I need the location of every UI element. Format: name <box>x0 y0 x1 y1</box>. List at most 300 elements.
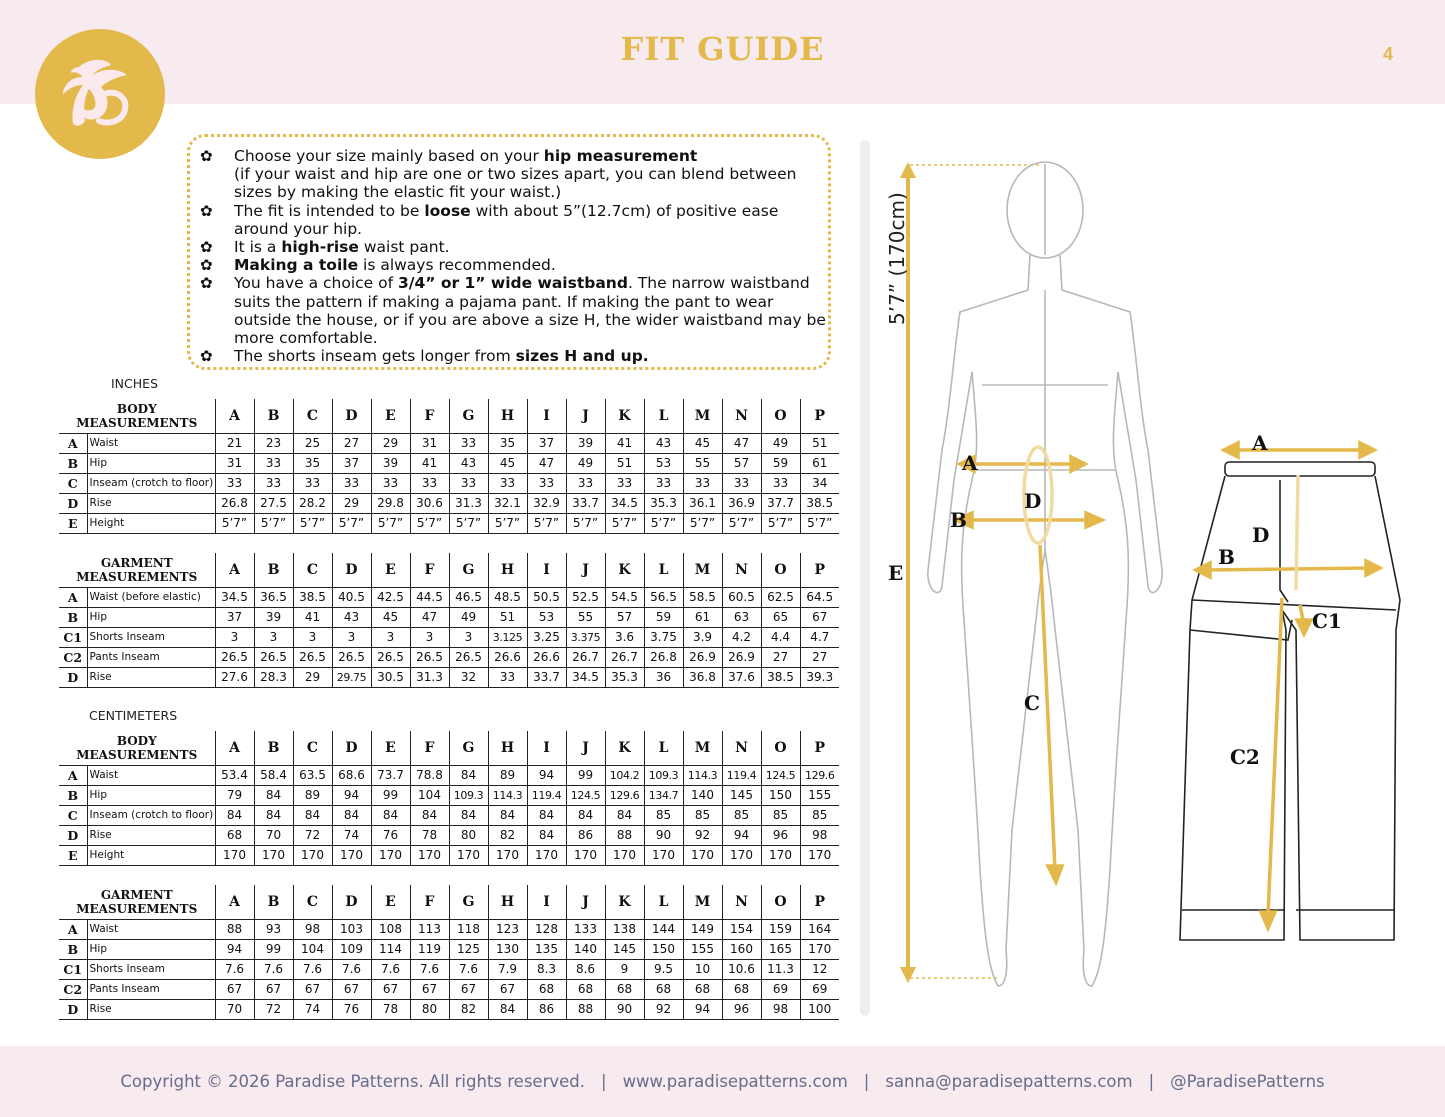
measurement-value: 150 <box>644 939 683 959</box>
copyright-text: Copyright © 2026 Paradise Patterns. All rights reserved. <box>120 1072 585 1091</box>
size-header: B <box>254 731 293 765</box>
flower-icon: ✿ <box>200 274 213 293</box>
measurement-value: 3 <box>410 627 449 647</box>
email-link[interactable]: sanna@paradisepatterns.com <box>885 1072 1133 1091</box>
measurement-value: 31.3 <box>410 667 449 687</box>
measurement-value: 68 <box>722 979 761 999</box>
measurement-value: 119 <box>410 939 449 959</box>
footer-separator: | <box>863 1072 870 1091</box>
inches-section-label: INCHES <box>111 376 158 391</box>
measurement-code: B <box>59 785 87 805</box>
measurement-value: 9.5 <box>644 959 683 979</box>
measurement-value: 26.5 <box>332 647 371 667</box>
measurement-value: 96 <box>761 825 800 845</box>
measurement-value: 7.6 <box>449 959 488 979</box>
label-pant-c1: C1 <box>1312 609 1342 633</box>
size-header: D <box>332 553 371 587</box>
measurement-value: 88 <box>605 825 644 845</box>
measurement-value: 170 <box>566 845 605 865</box>
size-header: P <box>800 399 839 433</box>
measurement-value: 78.8 <box>410 765 449 785</box>
measurement-value: 31.3 <box>449 493 488 513</box>
measurement-value: 85 <box>722 805 761 825</box>
measurement-label: Rise <box>87 999 215 1019</box>
measurement-value: 59 <box>644 607 683 627</box>
note-text: The fit is intended to be <box>234 201 425 220</box>
size-header: N <box>722 731 761 765</box>
measurement-value: 94 <box>683 999 722 1019</box>
table-title: GARMENT MEASUREMENTS <box>59 553 215 587</box>
size-header: J <box>566 399 605 433</box>
size-header: A <box>215 399 254 433</box>
table-row <box>59 919 839 939</box>
measurement-value: 42.5 <box>371 587 410 607</box>
measurement-label: Shorts Inseam <box>87 627 215 647</box>
measurement-label: Hip <box>87 607 215 627</box>
measurement-value: 8.6 <box>566 959 605 979</box>
measurement-value: 85 <box>761 805 800 825</box>
measurement-value: 140 <box>683 785 722 805</box>
measurement-label: Waist <box>87 433 215 453</box>
measurement-value: 84 <box>527 825 566 845</box>
note-emphasis: hip measurement <box>543 147 698 165</box>
footer-separator: | <box>601 1072 607 1091</box>
note-emphasis: sizes H and up. <box>515 347 649 366</box>
website-link[interactable]: www.paradisepatterns.com <box>622 1072 848 1091</box>
table-title: BODY MEASUREMENTS <box>59 399 215 433</box>
size-header: F <box>410 399 449 433</box>
measurement-value: 30.6 <box>410 493 449 513</box>
measurement-value: 78 <box>410 825 449 845</box>
size-header: L <box>644 731 683 765</box>
measurement-value: 26.5 <box>254 647 293 667</box>
measurement-value: 84 <box>488 805 527 825</box>
measurement-value: 3.25 <box>527 627 566 647</box>
measurement-value: 29 <box>371 433 410 453</box>
size-header: J <box>566 553 605 587</box>
measurement-value: 5’7” <box>371 513 410 533</box>
measurement-value: 170 <box>683 845 722 865</box>
measurement-value: 104 <box>293 939 332 959</box>
measurement-value: 33 <box>254 473 293 493</box>
measurement-value: 130 <box>488 939 527 959</box>
height-label: 5’7” (170cm) <box>885 192 909 325</box>
measurement-value: 170 <box>644 845 683 865</box>
measurement-value: 5’7” <box>410 513 449 533</box>
measurement-value: 114.3 <box>488 785 527 805</box>
measurement-code: B <box>59 939 87 959</box>
size-header: A <box>215 553 254 587</box>
measurement-code: B <box>59 453 87 473</box>
measurement-value: 39.3 <box>800 667 839 687</box>
measurement-value: 170 <box>761 845 800 865</box>
measurement-label: Shorts Inseam <box>87 959 215 979</box>
size-header: G <box>449 399 488 433</box>
measurement-label: Height <box>87 845 215 865</box>
fit-note-item <box>200 347 830 365</box>
measurement-value: 76 <box>371 825 410 845</box>
size-header: I <box>527 553 566 587</box>
measurement-value: 33 <box>371 473 410 493</box>
measurement-value: 170 <box>449 845 488 865</box>
measurement-value: 32.1 <box>488 493 527 513</box>
fit-note-item <box>200 274 830 347</box>
measurement-value: 125 <box>449 939 488 959</box>
measurement-value: 28.2 <box>293 493 332 513</box>
flower-icon: ✿ <box>200 256 213 275</box>
size-header: H <box>488 885 527 919</box>
size-header: N <box>722 885 761 919</box>
measurement-value: 26.8 <box>644 647 683 667</box>
measurement-value: 5’7” <box>332 513 371 533</box>
table-row <box>59 825 839 845</box>
label-body-c: C <box>1024 691 1040 715</box>
measurement-value: 38.5 <box>761 667 800 687</box>
measurement-value: 84 <box>332 805 371 825</box>
measurement-value: 4.7 <box>800 627 839 647</box>
size-header: C <box>293 553 332 587</box>
size-header: B <box>254 399 293 433</box>
measurement-value: 44.5 <box>410 587 449 607</box>
measurement-value: 84 <box>254 805 293 825</box>
size-header: P <box>800 731 839 765</box>
table-row <box>59 587 839 607</box>
measurement-value: 51 <box>488 607 527 627</box>
measurement-value: 38.5 <box>800 493 839 513</box>
measurement-value: 5’7” <box>254 513 293 533</box>
measurement-value: 154 <box>722 919 761 939</box>
size-header: L <box>644 399 683 433</box>
measurement-value: 7.6 <box>254 959 293 979</box>
measurement-value: 33 <box>449 433 488 453</box>
measurement-diagram <box>880 150 1420 1005</box>
measurement-value: 88 <box>566 999 605 1019</box>
measurement-value: 31 <box>215 453 254 473</box>
measurement-value: 150 <box>761 785 800 805</box>
measurement-value: 34.5 <box>605 493 644 513</box>
fit-notes-list <box>200 147 830 365</box>
measurement-value: 37.6 <box>722 667 761 687</box>
note-text: The shorts inseam gets longer from <box>234 347 516 366</box>
measurement-value: 37.7 <box>761 493 800 513</box>
measurement-code: C1 <box>59 959 87 979</box>
size-header: I <box>527 731 566 765</box>
measurement-value: 170 <box>488 845 527 865</box>
size-header: A <box>215 885 254 919</box>
measurement-value: 29 <box>293 667 332 687</box>
measurement-value: 45 <box>371 607 410 627</box>
social-handle[interactable]: @ParadisePatterns <box>1170 1072 1325 1091</box>
note-text: It is a <box>234 238 282 257</box>
size-header: P <box>800 885 839 919</box>
measurement-value: 5’7” <box>722 513 761 533</box>
measurement-value: 74 <box>332 825 371 845</box>
measurement-value: 129.6 <box>605 785 644 805</box>
measurement-value: 135 <box>527 939 566 959</box>
measurement-value: 62.5 <box>761 587 800 607</box>
measurement-value: 5’7” <box>683 513 722 533</box>
body-figure <box>928 162 1162 986</box>
table-row <box>59 667 839 687</box>
measurement-value: 33 <box>644 473 683 493</box>
measurement-value: 89 <box>293 785 332 805</box>
measurement-value: 68.6 <box>332 765 371 785</box>
measurement-value: 3.6 <box>605 627 644 647</box>
measurement-value: 84 <box>215 805 254 825</box>
measurement-value: 11.3 <box>761 959 800 979</box>
measurement-value: 3 <box>371 627 410 647</box>
note-text: waist pant. <box>358 238 450 257</box>
measurement-label: Inseam (crotch to floor) <box>87 805 215 825</box>
measurement-value: 3 <box>254 627 293 647</box>
size-header: L <box>644 885 683 919</box>
table-row <box>59 473 839 493</box>
measurement-value: 47 <box>722 433 761 453</box>
measurement-value: 21 <box>215 433 254 453</box>
inches-garment-measurements-table <box>59 553 839 688</box>
measurement-label: Hip <box>87 785 215 805</box>
measurement-value: 5’7” <box>800 513 839 533</box>
measurement-value: 99 <box>566 765 605 785</box>
measurement-value: 52.5 <box>566 587 605 607</box>
measurement-value: 61 <box>683 607 722 627</box>
inches-body-measurements-table <box>59 399 839 534</box>
flower-icon: ✿ <box>200 201 213 220</box>
measurement-value: 159 <box>761 919 800 939</box>
measurement-value: 27 <box>332 433 371 453</box>
table-row <box>59 959 839 979</box>
measurement-label: Pants Inseam <box>87 979 215 999</box>
size-header: E <box>371 399 410 433</box>
measurement-value: 145 <box>722 785 761 805</box>
measurement-value: 26.7 <box>605 647 644 667</box>
size-header: O <box>761 885 800 919</box>
size-header: E <box>371 553 410 587</box>
size-header: I <box>527 399 566 433</box>
measurement-value: 79 <box>215 785 254 805</box>
measurement-value: 100 <box>800 999 839 1019</box>
measurement-value: 53 <box>527 607 566 627</box>
table-row <box>59 999 839 1019</box>
measurement-value: 27 <box>761 647 800 667</box>
table-row <box>59 493 839 513</box>
size-header: K <box>605 885 644 919</box>
measurement-value: 43 <box>332 607 371 627</box>
measurement-value: 5’7” <box>293 513 332 533</box>
measurement-value: 28.3 <box>254 667 293 687</box>
measurement-value: 109 <box>332 939 371 959</box>
measurement-code: E <box>59 513 87 533</box>
measurement-value: 73.7 <box>371 765 410 785</box>
measurement-value: 9 <box>605 959 644 979</box>
table-row <box>59 939 839 959</box>
measurement-value: 155 <box>800 785 839 805</box>
measurement-value: 33 <box>566 473 605 493</box>
measurement-value: 113 <box>410 919 449 939</box>
size-header: B <box>254 553 293 587</box>
measurement-code: C <box>59 805 87 825</box>
measurement-value: 67 <box>488 979 527 999</box>
size-header: K <box>605 399 644 433</box>
measurement-value: 33 <box>449 473 488 493</box>
measurement-value: 89 <box>488 765 527 785</box>
label-pant-d: D <box>1252 523 1270 547</box>
measurement-value: 33 <box>332 473 371 493</box>
measurement-value: 39 <box>371 453 410 473</box>
size-header: D <box>332 399 371 433</box>
size-header: E <box>371 885 410 919</box>
measurement-value: 7.6 <box>410 959 449 979</box>
measurement-value: 49 <box>449 607 488 627</box>
measurement-code: D <box>59 667 87 687</box>
pant-measurement-arrows <box>1196 443 1380 928</box>
measurement-value: 94 <box>527 765 566 785</box>
measurement-value: 5’7” <box>449 513 488 533</box>
table-row <box>59 627 839 647</box>
measurement-value: 12 <box>800 959 839 979</box>
measurement-value: 34 <box>800 473 839 493</box>
measurement-value: 33 <box>488 473 527 493</box>
size-header: H <box>488 399 527 433</box>
table-row <box>59 785 839 805</box>
measurement-value: 53 <box>644 453 683 473</box>
size-header: G <box>449 553 488 587</box>
measurement-value: 4.2 <box>722 627 761 647</box>
note-text: with about 5”(12.7cm) of positive ease around your hip. <box>234 201 779 238</box>
measurement-value: 30.5 <box>371 667 410 687</box>
measurement-value: 68 <box>644 979 683 999</box>
measurement-value: 54.5 <box>605 587 644 607</box>
measurement-value: 98 <box>800 825 839 845</box>
measurement-value: 67 <box>410 979 449 999</box>
measurement-label: Pants Inseam <box>87 647 215 667</box>
table-row <box>59 513 839 533</box>
measurement-value: 149 <box>683 919 722 939</box>
measurement-value: 94 <box>332 785 371 805</box>
measurement-value: 37 <box>332 453 371 473</box>
measurement-value: 64.5 <box>800 587 839 607</box>
measurement-value: 5’7” <box>488 513 527 533</box>
measurement-value: 80 <box>449 825 488 845</box>
measurement-value: 26.9 <box>722 647 761 667</box>
measurement-value: 165 <box>761 939 800 959</box>
measurement-value: 4.4 <box>761 627 800 647</box>
measurement-value: 94 <box>722 825 761 845</box>
table-row <box>59 647 839 667</box>
measurement-label: Hip <box>87 939 215 959</box>
cm-garment-measurements-table <box>59 885 839 1020</box>
measurement-value: 5’7” <box>605 513 644 533</box>
measurement-value: 145 <box>605 939 644 959</box>
measurement-value: 72 <box>293 825 332 845</box>
measurement-code: C1 <box>59 627 87 647</box>
measurement-value: 84 <box>488 999 527 1019</box>
fit-note-item <box>200 238 830 256</box>
measurement-value: 8.3 <box>527 959 566 979</box>
measurement-value: 36.5 <box>254 587 293 607</box>
measurement-value: 5’7” <box>644 513 683 533</box>
measurement-value: 26.7 <box>566 647 605 667</box>
size-header: E <box>371 731 410 765</box>
measurement-value: 45 <box>683 433 722 453</box>
measurement-code: D <box>59 493 87 513</box>
table-title: BODY MEASUREMENTS <box>59 731 215 765</box>
measurement-value: 74 <box>293 999 332 1019</box>
measurement-value: 36.9 <box>722 493 761 513</box>
measurement-value: 84 <box>449 765 488 785</box>
measurement-value: 27.6 <box>215 667 254 687</box>
measurement-value: 92 <box>644 999 683 1019</box>
measurement-value: 84 <box>527 805 566 825</box>
size-header: C <box>293 885 332 919</box>
measurement-value: 67 <box>293 979 332 999</box>
measurement-label: Waist <box>87 919 215 939</box>
measurement-value: 80 <box>410 999 449 1019</box>
flower-icon: ✿ <box>200 238 213 257</box>
size-header: O <box>761 731 800 765</box>
measurement-value: 3.375 <box>566 627 605 647</box>
size-header: D <box>332 731 371 765</box>
measurement-value: 7.6 <box>215 959 254 979</box>
measurement-value: 36.1 <box>683 493 722 513</box>
measurement-value: 35 <box>488 433 527 453</box>
measurement-code: C <box>59 473 87 493</box>
table-row <box>59 805 839 825</box>
size-header: O <box>761 553 800 587</box>
measurement-value: 98 <box>293 919 332 939</box>
measurement-value: 39 <box>254 607 293 627</box>
note-emphasis: high-rise <box>281 238 359 257</box>
measurement-value: 90 <box>605 999 644 1019</box>
note-emphasis: loose <box>424 201 471 220</box>
size-header: J <box>566 885 605 919</box>
fit-note-item <box>200 147 830 202</box>
measurement-value: 53.4 <box>215 765 254 785</box>
measurement-value: 35.3 <box>605 667 644 687</box>
measurement-value: 124.5 <box>761 765 800 785</box>
footer-separator: | <box>1148 1072 1155 1091</box>
measurement-code: D <box>59 825 87 845</box>
measurement-value: 27.5 <box>254 493 293 513</box>
measurement-value: 49 <box>566 453 605 473</box>
size-header: N <box>722 553 761 587</box>
measurement-value: 33 <box>683 473 722 493</box>
measurement-value: 58.5 <box>683 587 722 607</box>
measurement-label: Waist (before elastic) <box>87 587 215 607</box>
measurement-value: 86 <box>527 999 566 1019</box>
measurement-value: 164 <box>800 919 839 939</box>
measurement-value: 84 <box>371 805 410 825</box>
measurement-value: 170 <box>800 845 839 865</box>
measurement-value: 26.6 <box>488 647 527 667</box>
measurement-value: 86 <box>566 825 605 845</box>
label-pant-b: B <box>1218 545 1235 569</box>
measurement-value: 61 <box>800 453 839 473</box>
page-title: FIT GUIDE <box>620 30 825 68</box>
measurement-value: 124.5 <box>566 785 605 805</box>
measurement-value: 55 <box>683 453 722 473</box>
measurement-value: 84 <box>605 805 644 825</box>
measurement-value: 170 <box>527 845 566 865</box>
size-header: F <box>410 731 449 765</box>
measurement-code: C2 <box>59 979 87 999</box>
measurement-value: 84 <box>410 805 449 825</box>
measurement-value: 33.7 <box>527 667 566 687</box>
measurement-label: Hip <box>87 453 215 473</box>
measurement-label: Rise <box>87 493 215 513</box>
measurement-value: 58.4 <box>254 765 293 785</box>
measurement-value: 78 <box>371 999 410 1019</box>
